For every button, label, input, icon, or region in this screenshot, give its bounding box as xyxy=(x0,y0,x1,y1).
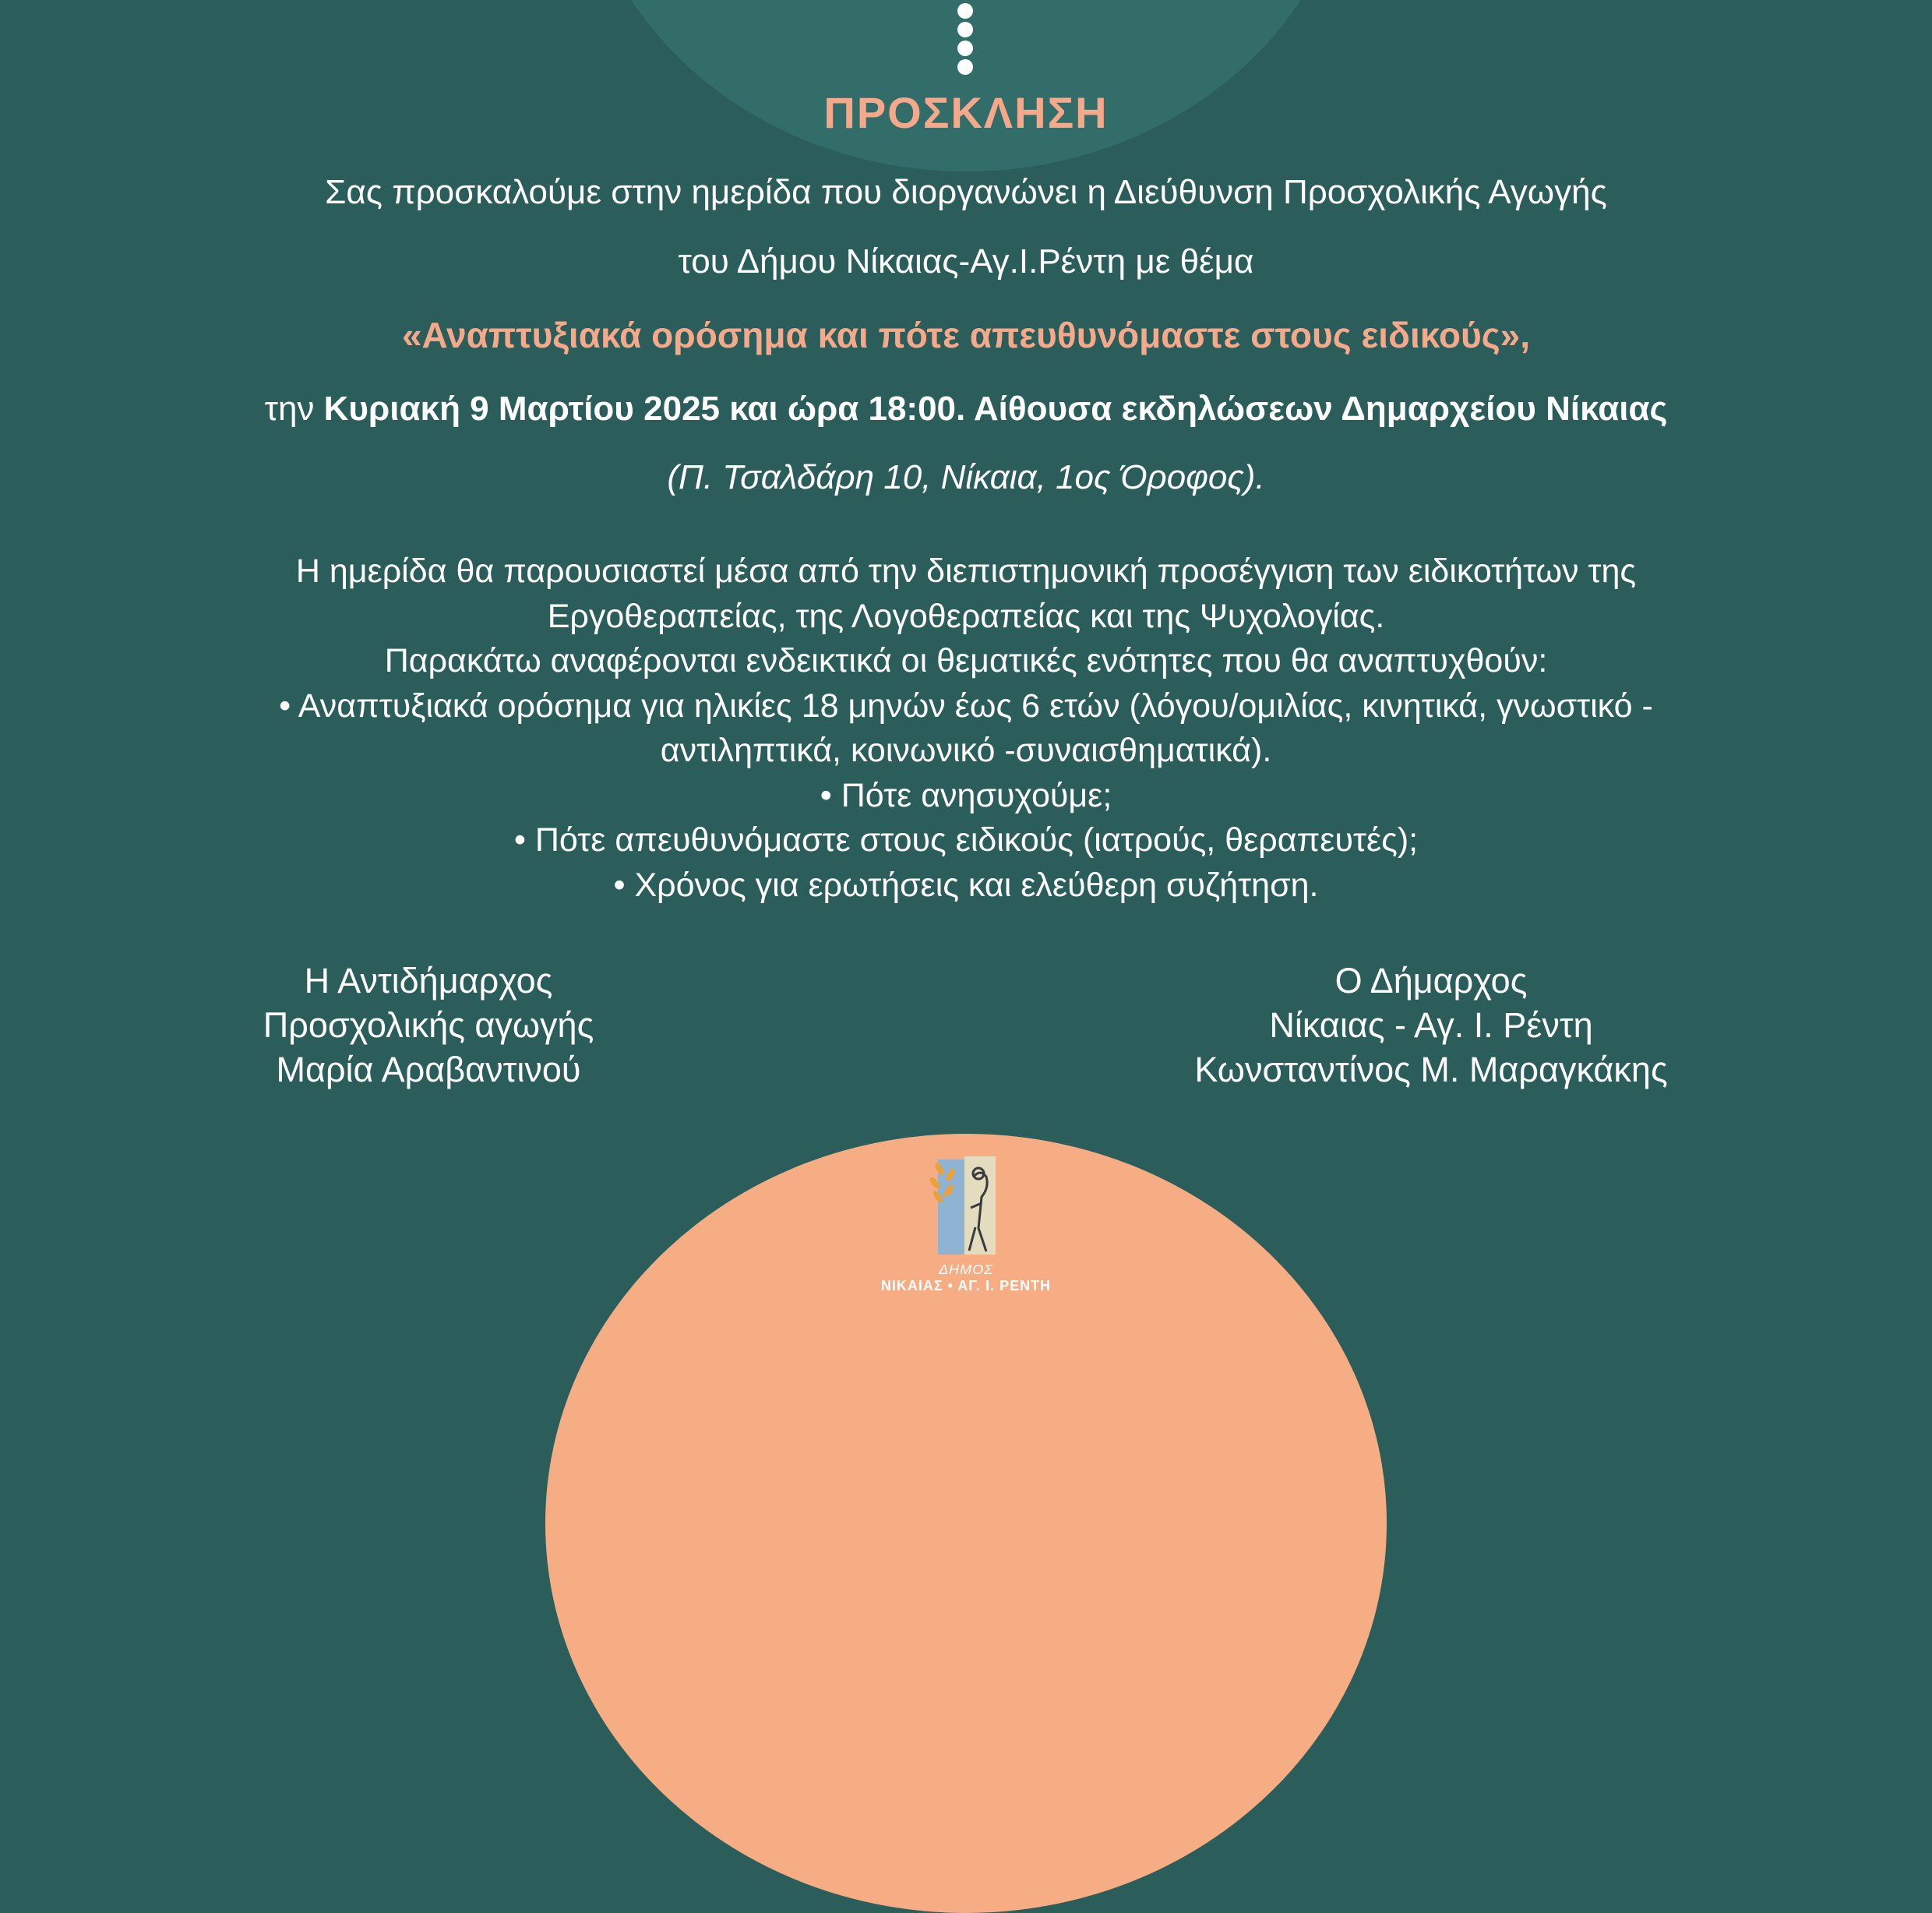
intro-line-2: του Δήμου Νίκαιας-Αγ.Ι.Ρέντη με θέμα xyxy=(678,242,1254,281)
topic-bullet: • Πότε απευθυνόμαστε στους ειδικούς (ιατρούς, θεραπευτές); xyxy=(513,821,1419,859)
signature-name: Κωνσταντίνος Μ. Μαραγκάκης xyxy=(1194,1050,1668,1089)
intro-line-1: Σας προσκαλούμε στην ημερίδα που διοργανώνει η Διεύθυνση Προσχολικής Αγωγής xyxy=(325,173,1607,211)
signature-deputy-mayor xyxy=(117,958,740,1092)
description-line: Εργοθεραπείας, της Λογοθεραπείας και της Ψυχολογίας. xyxy=(547,597,1385,635)
signature-area: Νίκαιας - Αγ. Ι. Ρέντη xyxy=(1269,1005,1593,1045)
description-line: Παρακάτω αναφέρονται ενδεικτικά οι θεματικές ενότητες που θα αναπτυχθούν: xyxy=(384,642,1548,679)
topic-bullet-continuation: αντιληπτικά, κοινωνικό -συναισθηματικά). xyxy=(660,732,1272,769)
event-topic: «Αναπτυξιακά ορόσημα και πότε απευθυνόμαστε στους ειδικούς», xyxy=(401,315,1531,355)
signature-area: Προσχολικής αγωγής xyxy=(263,1005,594,1045)
signature-role: Η Αντιδήμαρχος xyxy=(304,961,553,1001)
date-prefix: την xyxy=(264,390,324,428)
signature-mayor xyxy=(1119,958,1743,1092)
logo-line-1: ΔΗΜΟΣ xyxy=(939,1262,993,1277)
event-description xyxy=(0,549,1932,908)
event-date-venue xyxy=(0,390,1932,429)
invitation-title: ΠΡΟΣΚΛΗΣΗ xyxy=(823,88,1109,137)
municipality-emblem-icon xyxy=(927,1153,1005,1258)
municipality-logo xyxy=(849,1153,1083,1294)
signature-name: Μαρία Αραβαντινού xyxy=(276,1050,581,1089)
topic-bullet: • Χρόνος για ερωτήσεις και ελεύθερη συζήτηση. xyxy=(613,866,1319,904)
event-address: (Π. Τσαλδάρη 10, Νίκαια, 1ος Όροφος). xyxy=(667,458,1265,496)
logo-line-2: ΝΙΚΑΙΑΣ • ΑΓ. Ι. ΡΕΝΤΗ xyxy=(880,1278,1052,1294)
topic-bullet: • Πότε ανησυχούμε; xyxy=(820,776,1112,814)
signature-role: Ο Δήμαρχος xyxy=(1334,961,1528,1001)
topic-bullet: • Αναπτυξιακά ορόσημα για ηλικίες 18 μηνών έως 6 ετών (λόγου/ομιλίας, κινητικά, γνωστικό - xyxy=(279,686,1653,725)
date-details: Κυριακή 9 Μαρτίου 2025 και ώρα 18:00. Αίθουσα εκδηλώσεων Δημαρχείου Νίκαιας xyxy=(323,390,1668,428)
description-line: Η ημερίδα θα παρουσιαστεί μέσα από την διεπιστημονική προσέγγιση των ειδικοτήτων της xyxy=(295,552,1637,590)
vertical-dots-icon xyxy=(957,3,975,78)
